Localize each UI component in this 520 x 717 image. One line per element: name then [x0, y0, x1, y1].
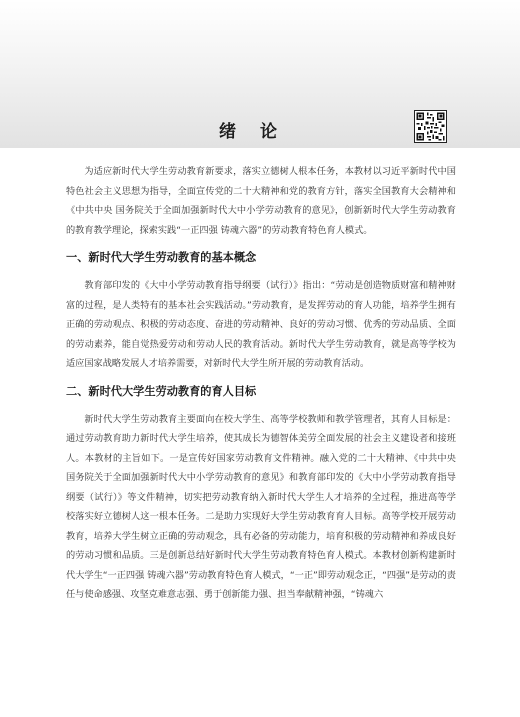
qr-code-icon — [414, 110, 447, 143]
section-1-heading: 一、新时代大学生劳动教育的基本概念 — [66, 251, 257, 264]
section-2-heading: 二、新时代大学生劳动教育的育人目标 — [66, 384, 257, 398]
section-2-paragraph: 新时代大学生劳动教育主要面向在校大学生、高等学校教师和教学管理者，其育人目标是：通过劳动教育助力新时代大学生培养，使其成长为德智体美劳全面发展的社会主义建设者和接班人。本教材的主旨如下。一是宣传好国家劳动教育文件精神。融入党的二十大精神、《中共中央 国务院关于全面加强新时代大中小学劳动教育的意见》和教育部印发的《大中小学劳动教育指导纲要（试行）》等文件精神，切实把劳动教育纳入新时代大学生人才培养的全过程，推进高等学校落实好立德树人这一根本任务。二是助力实现好大学生劳动教育育人目标。高等学校开展劳动教育，培养大学生树立正确的劳动观念，具有必备的劳动能力，培育积极的劳动精神和养成良好的劳动习惯和品质。三是创新总结好新时代大学生劳动教育特色育人模式。本教材创新构建新时代大学生“一正四强 铸魂六器”劳动教育特色育人模式，“一正”即劳动观念正，“四强”是劳动的责任与使命感强、攻坚克难意志强、勇于创新能力强、担当奉献精神强，“铸魂六 — [66, 413, 456, 600]
page-title: 绪论 — [219, 122, 301, 142]
intro-paragraph: 为适应新时代大学生劳动教育新要求，落实立德树人根本任务，本教材以习近平新时代中国特色社会主义思想为指导，全面宣传党的二十大精神和党的教育方针，落实全国教育大会精神和《中共中央 国务院关于全面加强新时代大中小学劳动教育的意见》，创新新时代大学生劳动教育的教育教学理论，探索实践“一正四强 铸魂六器”的劳动教育特色育人模式。 — [66, 166, 456, 236]
section-1-paragraph: 教育部印发的《大中小学劳动教育指导纲要（试行）》指出：“劳动是创造物质财富和精神财富的过程，是人类特有的基本社会实践活动。”劳动教育，是发挥劳动的育人功能，培养学生拥有正确的劳动观点、积极的劳动态度、奋进的劳动精神、良好的劳动习惯、优秀的劳动品质、全面的劳动素养，能自觉热爱劳动和劳动人民的教育活动。新时代大学生劳动教育，就是高等学校为适应国家战略发展人才培养需要，对新时代大学生所开展的劳动教育活动。 — [66, 280, 456, 369]
main-content — [66, 162, 456, 605]
